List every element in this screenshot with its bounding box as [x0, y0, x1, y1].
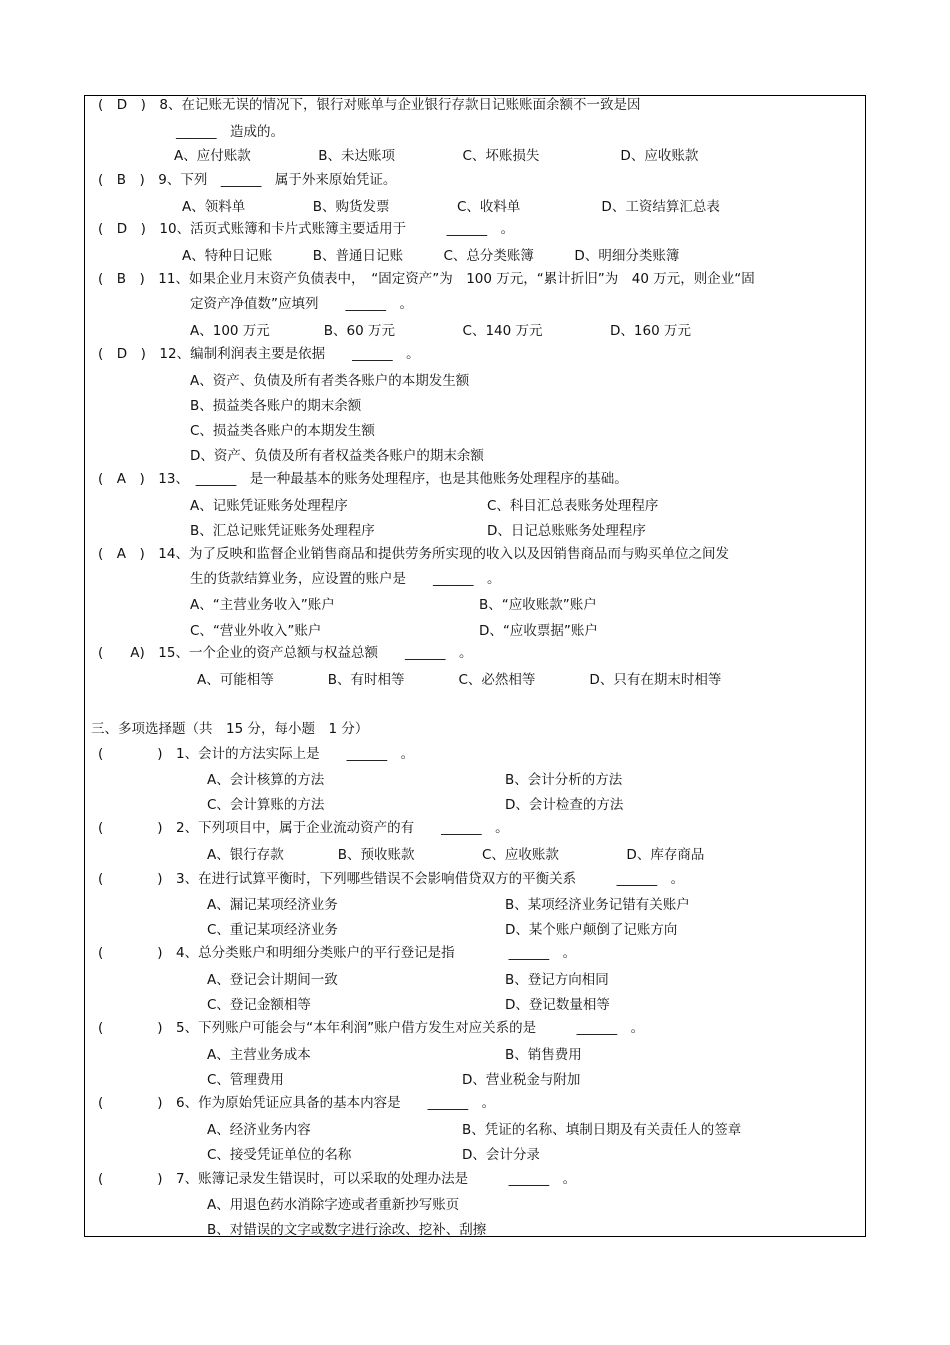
q13-option-c: C、科目汇总表账务处理程序	[487, 498, 659, 514]
q11-stem: ( B ) 11、如果企业月末资产负债表中， “固定资产”为 100 万元，“累计折旧”为 40 万元，则企业“固	[98, 271, 755, 287]
q9-options: A、领料单 B、购货发票 C、收料单 D、工资结算汇总表	[182, 199, 720, 215]
q13-stem: ( A ) 13、 ______ 是一种最基本的账务处理程序，也是其他账务处理程序的基础。	[98, 471, 628, 487]
mq6-option-b: B、凭证的名称、填制日期及有关责任人的签章	[462, 1122, 742, 1138]
mq5-option-a: A、主营业务成本	[207, 1047, 311, 1063]
mq1-option-b: B、会计分析的方法	[505, 772, 623, 788]
q12-stem: ( D ) 12、编制利润表主要是依据 ______ 。	[98, 346, 420, 362]
mq2-options: A、银行存款 B、预收账款 C、应收账款 D、库存商品	[207, 847, 705, 863]
q10-options: A、特种日记账 B、普通日记账 C、总分类账簿 D、明细分类账簿	[182, 248, 680, 264]
mq6-option-a: A、经济业务内容	[207, 1122, 311, 1138]
q8-stem-cont: ______ 造成的。	[176, 124, 284, 140]
mq7-option-a: A、用退色药水消除字迹或者重新抄写账页	[207, 1197, 460, 1213]
q12-option-a: A、资产、负债及所有者类各账户的本期发生额	[190, 373, 470, 389]
mq5-option-c: C、管理费用	[207, 1072, 284, 1088]
mq5-stem: ( ) 5、下列账户可能会与“本年利润”账户借方发生对应关系的是 ______ 。	[98, 1020, 645, 1036]
mq5-option-b: B、销售费用	[505, 1047, 582, 1063]
q14-stem: ( A ) 14、为了反映和监督企业销售商品和提供劳务所实现的收入以及因销售商品而与购买单位之间发	[98, 546, 729, 562]
mq4-option-b: B、登记方向相同	[505, 972, 609, 988]
mq3-option-a: A、漏记某项经济业务	[207, 897, 338, 913]
mq7-option-b: B、对错误的文字或数字进行涂改、挖补、刮擦	[207, 1222, 487, 1238]
mq6-stem: ( ) 6、作为原始凭证应具备的基本内容是 ______ 。	[98, 1095, 496, 1111]
q15-stem: ( A) 15、一个企业的资产总额与权益总额 ______ 。	[98, 645, 473, 661]
section-heading: 三、多项选择题（共 15 分，每小题 1 分）	[91, 721, 369, 737]
q12-option-b: B、损益类各账户的期末余额	[190, 398, 362, 414]
mq2-stem: ( ) 2、下列项目中，属于企业流动资产的有 ______ 。	[98, 820, 509, 836]
q11-options: A、100 万元 B、60 万元 C、140 万元 D、160 万元	[190, 323, 691, 339]
q13-option-b: B、汇总记账凭证账务处理程序	[190, 523, 375, 539]
q8-options: A、应付账款 B、未达账项 C、坏账损失 D、应收账款	[174, 148, 699, 164]
mq7-stem: ( ) 7、账簿记录发生错误时，可以采取的处理办法是 ______ 。	[98, 1171, 577, 1187]
page-frame	[84, 95, 866, 1237]
mq3-stem: ( ) 3、在进行试算平衡时，下列哪些错误不会影响借贷双方的平衡关系 ______ 。	[98, 871, 685, 887]
q12-option-d: D、资产、负债及所有者权益类各账户的期末余额	[190, 448, 484, 464]
q12-option-c: C、损益类各账户的本期发生额	[190, 423, 375, 439]
q14-option-d: D、“应收票据”账户	[479, 623, 598, 639]
mq3-option-d: D、某个账户颠倒了记账方向	[505, 922, 678, 938]
q14-option-c: C、“营业外收入”账户	[190, 623, 322, 639]
mq1-option-d: D、会计检查的方法	[505, 797, 624, 813]
q13-option-a: A、记账凭证账务处理程序	[190, 498, 348, 514]
mq6-option-c: C、接受凭证单位的名称	[207, 1147, 352, 1163]
mq1-stem: ( ) 1、会计的方法实际上是 ______ 。	[98, 746, 415, 762]
q14-stem-cont: 生的货款结算业务，应设置的账户是 ______ 。	[190, 571, 501, 587]
mq4-stem: ( ) 4、总分类账户和明细分类账户的平行登记是指 ______ 。	[98, 945, 577, 961]
mq6-option-d: D、会计分录	[462, 1147, 540, 1163]
mq3-option-c: C、重记某项经济业务	[207, 922, 338, 938]
q9-stem: ( B ) 9、下列 ______ 属于外来原始凭证。	[98, 172, 397, 188]
mq4-option-a: A、登记会计期间一致	[207, 972, 338, 988]
mq1-option-c: C、会计算账的方法	[207, 797, 325, 813]
mq3-option-b: B、某项经济业务记错有关账户	[505, 897, 690, 913]
mq4-option-c: C、登记金额相等	[207, 997, 311, 1013]
mq5-option-d: D、营业税金与附加	[462, 1072, 581, 1088]
q14-option-b: B、“应收账款”账户	[479, 597, 597, 613]
q15-options: A、可能相等 B、有时相等 C、必然相等 D、只有在期末时相等	[197, 672, 722, 688]
mq1-option-a: A、会计核算的方法	[207, 772, 325, 788]
q13-option-d: D、日记总账账务处理程序	[487, 523, 646, 539]
mq4-option-d: D、登记数量相等	[505, 997, 610, 1013]
q10-stem: ( D ) 10、活页式账簿和卡片式账簿主要适用于 ______ 。	[98, 221, 515, 237]
q14-option-a: A、“主营业务收入”账户	[190, 597, 335, 613]
q8-stem: ( D ) 8、在记账无误的情况下，银行对账单与企业银行存款日记账账面余额不一致是因	[98, 97, 641, 113]
q11-stem-cont: 定资产净值数”应填列 ______ 。	[190, 296, 413, 312]
